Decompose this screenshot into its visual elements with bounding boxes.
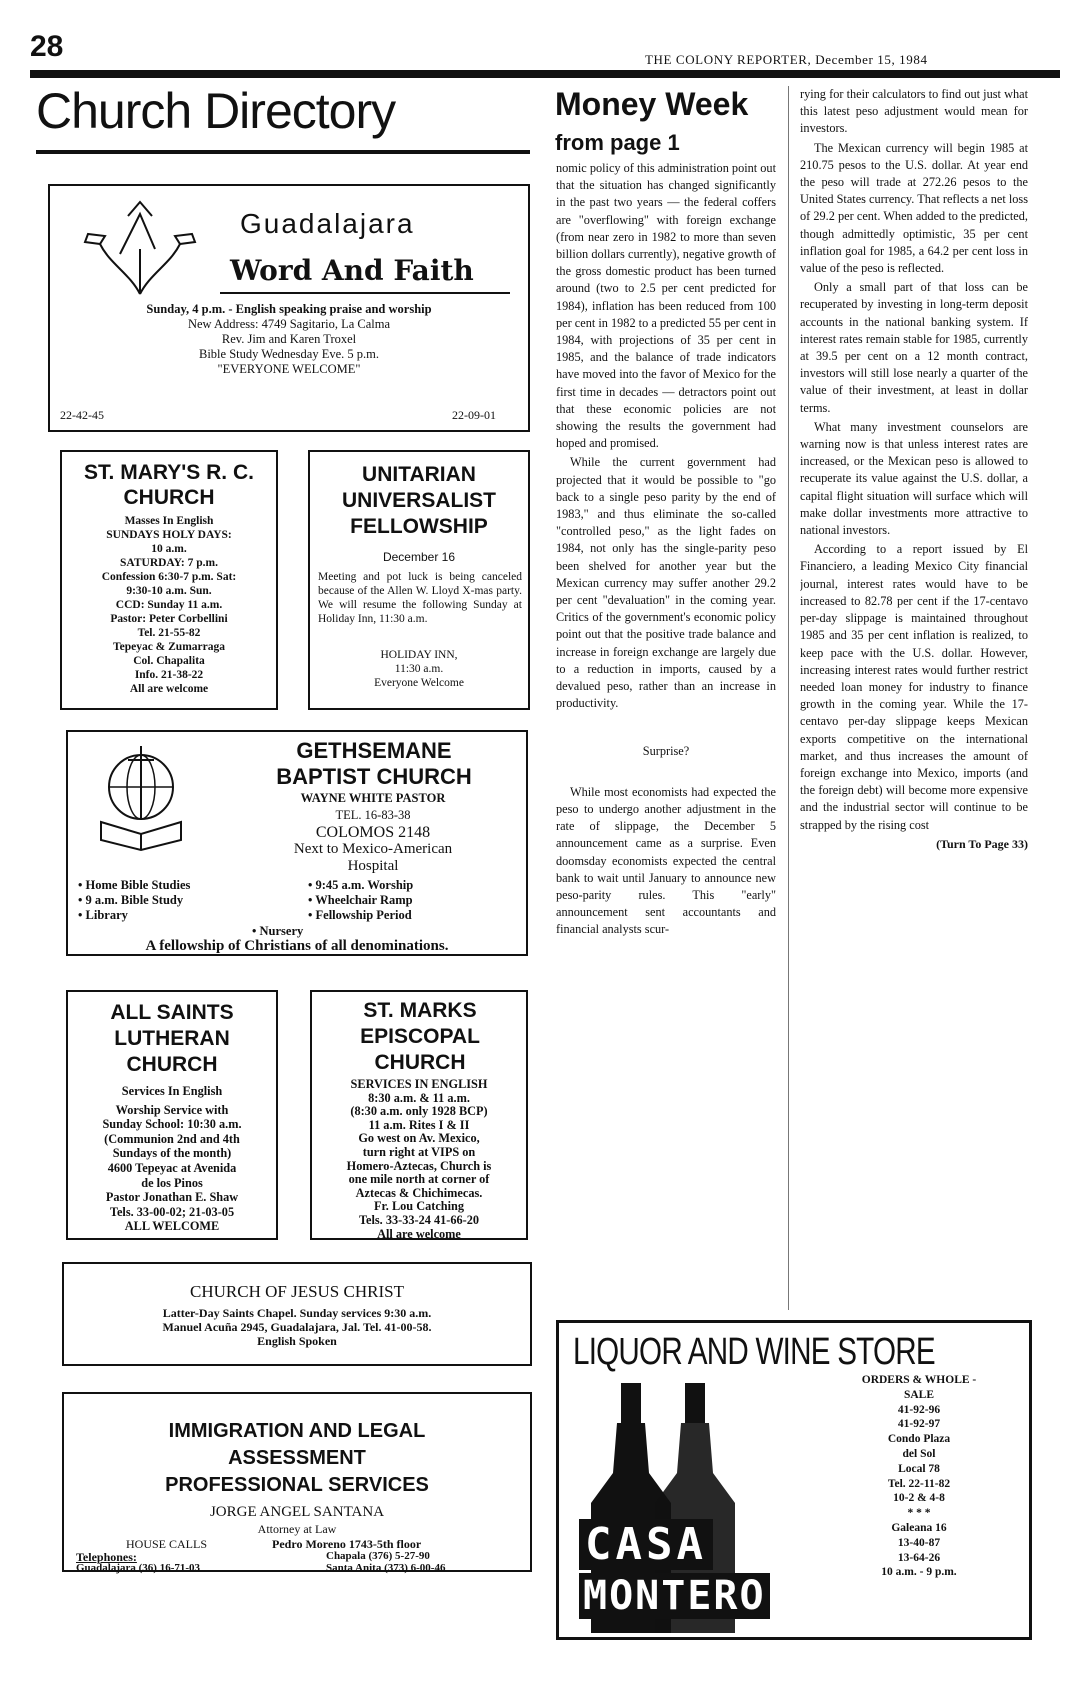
st-marys-line: Col. Chapalita: [133, 655, 205, 667]
gethsemane-right-item-text: Fellowship Period: [315, 908, 412, 922]
section-title: Church Directory: [36, 83, 396, 139]
liquor-brand-montero: MONTERO: [579, 1573, 770, 1619]
article-paragraph: rying for their calculators to find out just what this latest peso adjustment would mean for investors.: [800, 87, 1028, 136]
liquor-line: Condo Plaza: [887, 1433, 951, 1446]
unitarian-line: Everyone Welcome: [374, 677, 464, 689]
article-turn-page: (Turn To Page 33): [936, 836, 1028, 851]
guadalajara-details: [56, 302, 522, 377]
liquor-line: Galeana 16: [891, 1521, 947, 1534]
st-marys-title: ST. MARY'S R. C. CHURCH: [84, 461, 254, 509]
ad-unitarian: [308, 450, 530, 710]
article-paragraph: According to a report issued by El Financiero, a leading Mexico City financial journal, interest rates would have to be increased to 82.78 per cent if the 17-centavo per-day slippage is maintained throughout 1985 and 35 per cent inflation is realized, to keep pace with the U.S. dollar. However, increasing interest rates would further restrict needed loan money for industry to finance growth in the coming year. While the 17-centavo per-day slippage keeps Mexican exports competitive on the international market, and thus increases the amount of foreign exchange into Mexico, imports (and the foreign debt) will become more expensive and the industrial sector will continue to be strapped by the rising cost: [800, 542, 1028, 832]
gethsemane-right-item: • Fellowship Period: [308, 908, 412, 922]
liquor-line: 13-64-26: [897, 1551, 941, 1564]
gethsemane-right-item-text: Wheelchair Ramp: [315, 893, 413, 907]
immigration-address: Pedro Moreno 1743-5th floor: [272, 1537, 422, 1551]
article-paragraph: Only a small part of that loss can be recuperated by investing in long-term deposit accounts in the national banking system. If interest rates remain stable for 1985, currently at 39.5 per cent on a 12 month contract, investors will still lose nearly a quarter of the value of their investment, at least in dollar terms.: [800, 280, 1028, 415]
all-saints-line: Tels. 33-00-02; 21-03-05: [109, 1204, 235, 1219]
gethsemane-center-item: • Nursery: [252, 924, 304, 938]
all-saints-line: Sunday School: 10:30 a.m.: [102, 1117, 242, 1132]
guadalajara-line: Sunday, 4 p.m. - English speaking praise and worship: [146, 302, 432, 316]
article-paragraph: While most economists had expected the peso to undergo another adjustment in the rate of slippage, the December 5 announcement came as a surprise. Even doomsday economists expected the central bank to wait until January to announce new peso-parity rules. This "early" announcement sent accountants and financial analysts scur-: [556, 784, 776, 937]
ad-gethsemane: [66, 730, 528, 956]
immigration-title-line: IMMIGRATION AND LEGAL: [168, 1420, 426, 1442]
st-marks-line: Tels. 33-33-24 41-66-20: [358, 1212, 480, 1227]
liquor-line: 13-40-87: [897, 1536, 941, 1549]
liquor-line: Tel. 22-11-82: [887, 1477, 951, 1490]
gethsemane-left-list: [78, 878, 190, 923]
unitarian-line: HOLIDAY INN,: [380, 649, 458, 661]
immigration-phone-right1: Chapala (376) 5-27-90: [326, 1550, 430, 1562]
st-marys-line: Info. 21-38-22: [134, 669, 204, 681]
liquor-line: ORDERS & WHOLE -: [861, 1374, 977, 1386]
unitarian-details: [314, 648, 524, 690]
liquor-title: LIQUOR AND WINE STORE: [573, 1331, 935, 1373]
all-saints-details: [70, 1084, 274, 1234]
guadalajara-name: Guadalajara: [240, 208, 415, 239]
st-marks-line: Aztecas & Chichimecas.: [355, 1185, 483, 1200]
all-saints-line: Pastor Jonathan E. Shaw: [105, 1190, 239, 1205]
liquor-line: 10 a.m. - 9 p.m.: [881, 1566, 957, 1579]
jesus-christ-line: English Spoken: [257, 1334, 337, 1348]
st-marys-line: 9:30-10 a.m. Sun.: [126, 585, 212, 597]
article-column-2: [800, 86, 1028, 1296]
unitarian-date: December 16: [382, 550, 456, 564]
st-marys-line: All are welcome: [129, 683, 209, 695]
st-marys-line: Masses In English: [124, 515, 214, 527]
gethsemane-center-item-text: Nursery: [259, 924, 304, 938]
gethsemane-line: COLOMOS 2148: [315, 824, 431, 841]
st-marks-line: Go west on Av. Mexico,: [358, 1131, 480, 1146]
unitarian-title: UNITARIAN UNIVERSALIST FELLOWSHIP: [341, 463, 496, 538]
st-marks-line: one mile north at corner of: [348, 1172, 490, 1187]
guadalajara-line: Bible Study Wednesday Eve. 5 p.m.: [199, 347, 379, 361]
gethsemane-left-item-text: Library: [85, 908, 128, 922]
immigration-phones-label: Telephones:: [76, 1550, 137, 1564]
header-rule: [30, 70, 1060, 78]
liquor-line: 41-92-97: [897, 1418, 941, 1431]
gethsemane-line: Next to Mexico-American: [293, 841, 453, 857]
gethsemane-right-list: [308, 878, 413, 923]
guadalajara-phone-left: 22-42-45: [60, 408, 104, 422]
all-saints-line: 4600 Tepeyac at Avenida: [107, 1160, 237, 1175]
unitarian-body: Meeting and pot luck is being canceled because of the Allen W. Lloyd X-mas party. We will resume the following Sunday at Holiday Inn, 11:30 a.m.: [318, 571, 522, 625]
article-paragraph: While the current government had projected that it would be possible to "go back to a single peso parity by the end of 1983," and thus eliminate the so-called "controlled peso," as the light fades on 1984, not only has the single-parity peso been shelved for another year but the Mexican currency may suffer another 29.2 per cent "devaluation" in the coming year. Critics of the government's economic policy point out that the positive trade balance and increase in foreign exchange are largely due to a reduction in imports, caused by a devalued peso, rather than an increase in productivity.: [556, 455, 776, 711]
immigration-title: [64, 1418, 530, 1499]
st-marys-line: Pastor: Peter Corbellini: [110, 613, 228, 625]
article-headline: Money Week: [555, 86, 749, 122]
liquor-brand-casa: CASA: [579, 1519, 713, 1570]
st-marys-line: CCD: Sunday 11 a.m.: [115, 599, 223, 611]
guadalajara-line: New Address: 4749 Sagitario, La Calma: [187, 317, 391, 331]
guadalajara-line: Rev. Jim and Karen Troxel: [221, 332, 357, 346]
gethsemane-line: TEL. 16-83-38: [335, 808, 411, 822]
dove-icon: [80, 194, 200, 304]
liquor-line: 10-2 & 4-8: [893, 1492, 945, 1505]
immigration-phone-left: Guadalajara (36) 16-71-03: [76, 1562, 201, 1574]
st-marys-line: Tepeyac & Zumarraga: [112, 641, 225, 653]
st-marys-line: 10 a.m.: [151, 543, 187, 555]
st-marks-line: SERVICES IN ENGLISH: [350, 1077, 488, 1091]
article-column-1: [556, 160, 776, 1310]
st-marks-line: 8:30 a.m. & 11 a.m.: [368, 1090, 470, 1105]
gethsemane-details: [238, 790, 508, 875]
article-subsection: Surprise?: [642, 743, 690, 758]
ad-all-saints: [66, 990, 278, 1240]
st-marys-line: SUNDAYS HOLY DAYS:: [106, 529, 232, 541]
jesus-christ-line: Latter-Day Saints Chapel. Sunday services 9:30 a.m.: [162, 1306, 432, 1320]
jesus-christ-line: Manuel Acuña 2945, Guadalajara, Jal. Tel. 41-00-58.: [162, 1320, 432, 1334]
liquor-line: * * *: [907, 1507, 931, 1520]
gethsemane-line: WAYNE WHITE PASTOR: [300, 791, 446, 805]
dateline: THE COLONY REPORTER, December 15, 1984: [645, 52, 928, 67]
st-marys-line: Tel. 21-55-82: [137, 627, 201, 639]
all-saints-line: (Communion 2nd and 4th: [104, 1131, 240, 1146]
liquor-line: SALE: [903, 1388, 935, 1401]
unitarian-line: 11:30 a.m.: [394, 663, 444, 675]
gethsemane-right-item-text: 9:45 a.m. Worship: [315, 878, 414, 892]
gethsemane-left-item: • 9 a.m. Bible Study: [78, 893, 184, 907]
all-saints-line: de los Pinos: [141, 1175, 203, 1190]
word-and-faith: Word And Faith: [230, 254, 474, 287]
all-saints-line: Worship Service with: [115, 1102, 229, 1117]
article-paragraph: What many investment counselors are warning now is that unless interest rates are increased, or the Mexican peso is allowed to recuperate its value against the U.S. dollar, a capital flight situation will surface which will make dollar investments more attractive to national investors.: [800, 419, 1028, 538]
all-saints-line: ALL WELCOME: [124, 1219, 220, 1234]
ad-st-marks: [310, 990, 528, 1240]
st-marys-line: Confession 6:30-7 p.m. Sat:: [101, 571, 237, 583]
immigration-role: Attorney at Law: [257, 1522, 337, 1536]
article-subhead: from page 1: [555, 130, 680, 155]
st-marks-title: ST. MARKS EPISCOPAL CHURCH: [360, 999, 480, 1074]
gethsemane-footer: A fellowship of Christians of all denominations.: [145, 938, 449, 954]
ad-liquor-store: [556, 1320, 1032, 1640]
jesus-christ-title: CHURCH OF JESUS CHRIST: [190, 1282, 404, 1301]
st-marys-details: [64, 514, 274, 696]
all-saints-line: Sundays of the month): [112, 1146, 232, 1161]
immigration-title-line: PROFESSIONAL SERVICES: [165, 1474, 429, 1496]
jesus-christ-details: [64, 1306, 530, 1348]
gethsemane-title: GETHSEMANE BAPTIST CHURCH: [276, 738, 472, 789]
globe-bible-icon: [86, 742, 196, 852]
st-marks-line: Fr. Lou Catching: [373, 1199, 465, 1214]
guadalajara-phone-right: 22-09-01: [452, 408, 496, 422]
immigration-name: JORGE ANGEL SANTANA: [209, 1504, 385, 1520]
st-marks-line: turn right at VIPS on: [362, 1144, 476, 1159]
ad-immigration: [62, 1392, 532, 1572]
immigration-title-line: ASSESSMENT: [228, 1447, 366, 1469]
immigration-house-calls: HOUSE CALLS: [126, 1537, 208, 1551]
article-paragraph: The Mexican currency will begin 1985 at 210.75 pesos to the U.S. dollar. At year end the peso will trade at 272.26 pesos to the United States currency. That reflects a net loss of 29.2 per cent. When added to the predicted, though admittedly optimistic, 35 per cent inflation goal for 1985, a 64.2 per cent loss in value of the peso is reflected.: [800, 140, 1028, 276]
gethsemane-line: Hospital: [347, 858, 399, 874]
title-rule: [36, 150, 530, 154]
title-underline: [220, 292, 510, 294]
st-marks-line: Homero-Aztecas, Church is: [346, 1158, 492, 1173]
st-marks-line: All are welcome: [377, 1226, 461, 1241]
liquor-line: 41-92-96: [897, 1403, 941, 1416]
ad-church-of-jesus-christ: [62, 1262, 532, 1366]
st-marks-line: (8:30 a.m. only 1928 BCP): [350, 1104, 488, 1119]
gethsemane-right-item: • Wheelchair Ramp: [308, 893, 413, 907]
gethsemane-left-item: • Library: [78, 908, 128, 922]
article-paragraph: nomic policy of this administration point out that the situation has changed significantly in the past two years — the federal coffers are "overflowing" with foreign exchange (from near zero in 1982 to more than seven billion dollars currently), negative growth of the gross domestic product has been turned around (two to 2.5 per cent predicted for 1984), inflation has been reduced from 100 per cent in 1982 to a predicted 55 per cent in 1984, with projections of 35 per cent in 1985, and the balance of trade indicators have moved into the favor of Mexico for the first time in decades — detractors point out that these economic policies are not showing the results the government had hoped and promised.: [556, 161, 776, 451]
gethsemane-right-item: • 9:45 a.m. Worship: [308, 878, 414, 892]
liquor-line: del Sol: [902, 1447, 936, 1460]
st-marks-line: 11 a.m. Rites I & II: [368, 1117, 470, 1132]
all-saints-line: Services In English: [121, 1084, 223, 1098]
ad-st-marys: [60, 450, 278, 710]
gethsemane-left-item-text: 9 a.m. Bible Study: [85, 893, 184, 907]
immigration-phone-right2: Santa Anita (373) 6-00-46: [326, 1562, 446, 1574]
column-divider: [788, 86, 789, 1310]
liquor-line: Local 78: [898, 1462, 940, 1475]
all-saints-title: ALL SAINTS LUTHERAN CHURCH: [110, 1001, 234, 1076]
gethsemane-left-item: • Home Bible Studies: [78, 878, 191, 892]
liquor-details: [829, 1373, 1009, 1580]
st-marks-details: [314, 1078, 524, 1241]
ad-guadalajara: [48, 184, 530, 432]
gethsemane-left-item-text: Home Bible Studies: [85, 878, 191, 892]
guadalajara-line: "EVERYONE WELCOME": [217, 362, 361, 376]
st-marys-line: SATURDAY: 7 p.m.: [120, 557, 218, 569]
page-number: 28: [30, 30, 64, 63]
